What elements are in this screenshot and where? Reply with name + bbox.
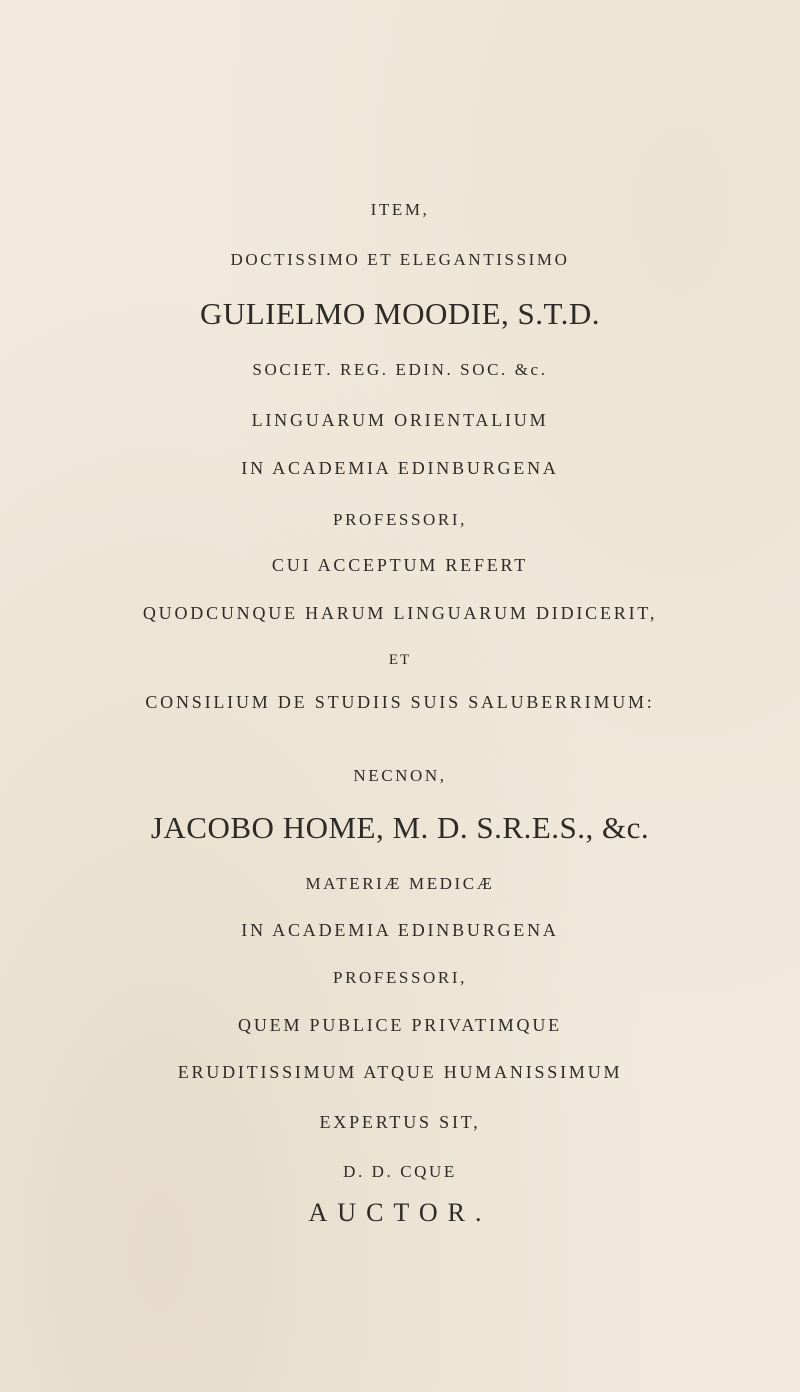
necnon-line: NECNON,: [353, 766, 447, 785]
et-line: ET: [388, 652, 412, 668]
consilium-line: CONSILIUM DE STUDIIS SUIS SALUBERRIMUM:: [145, 692, 655, 712]
auctor-signature: AUCTOR.: [308, 1198, 492, 1227]
moodie-name: GULIELMO MOODIE, S.T.D.: [199, 296, 601, 331]
quodcunque-line: QUODCUNQUE HARUM LINGUARUM DIDICERIT,: [142, 603, 658, 623]
home-name: JACOBO HOME, M. D. S.R.E.S., &c.: [150, 810, 650, 845]
professori-line-2: PROFESSORI,: [333, 968, 467, 987]
expertus-line: EXPERTUS SIT,: [319, 1112, 481, 1132]
in-academia-line-1: IN ACADEMIA EDINBURGENA: [241, 458, 559, 478]
ddcque-line: D. D. CQUE: [343, 1162, 457, 1181]
materiae-line: MATERIÆ MEDICÆ: [305, 874, 495, 893]
in-academia-line-2: IN ACADEMIA EDINBURGENA: [241, 920, 559, 940]
moodie-societies: SOCIET. REG. EDIN. SOC. &c.: [252, 360, 548, 379]
eruditissimum-line: ERUDITISSIMUM ATQUE HUMANISSIMUM: [177, 1062, 623, 1082]
item-heading: ITEM,: [370, 200, 430, 219]
professori-line-1: PROFESSORI,: [333, 510, 467, 529]
linguarum-line: LINGUARUM ORIENTALIUM: [251, 410, 549, 430]
doctissimo-line: DOCTISSIMO ET ELEGANTISSIMO: [230, 250, 570, 269]
cui-acceptum-line: CUI ACCEPTUM REFERT: [271, 555, 529, 575]
quem-line: QUEM PUBLICE PRIVATIMQUE: [238, 1015, 562, 1035]
